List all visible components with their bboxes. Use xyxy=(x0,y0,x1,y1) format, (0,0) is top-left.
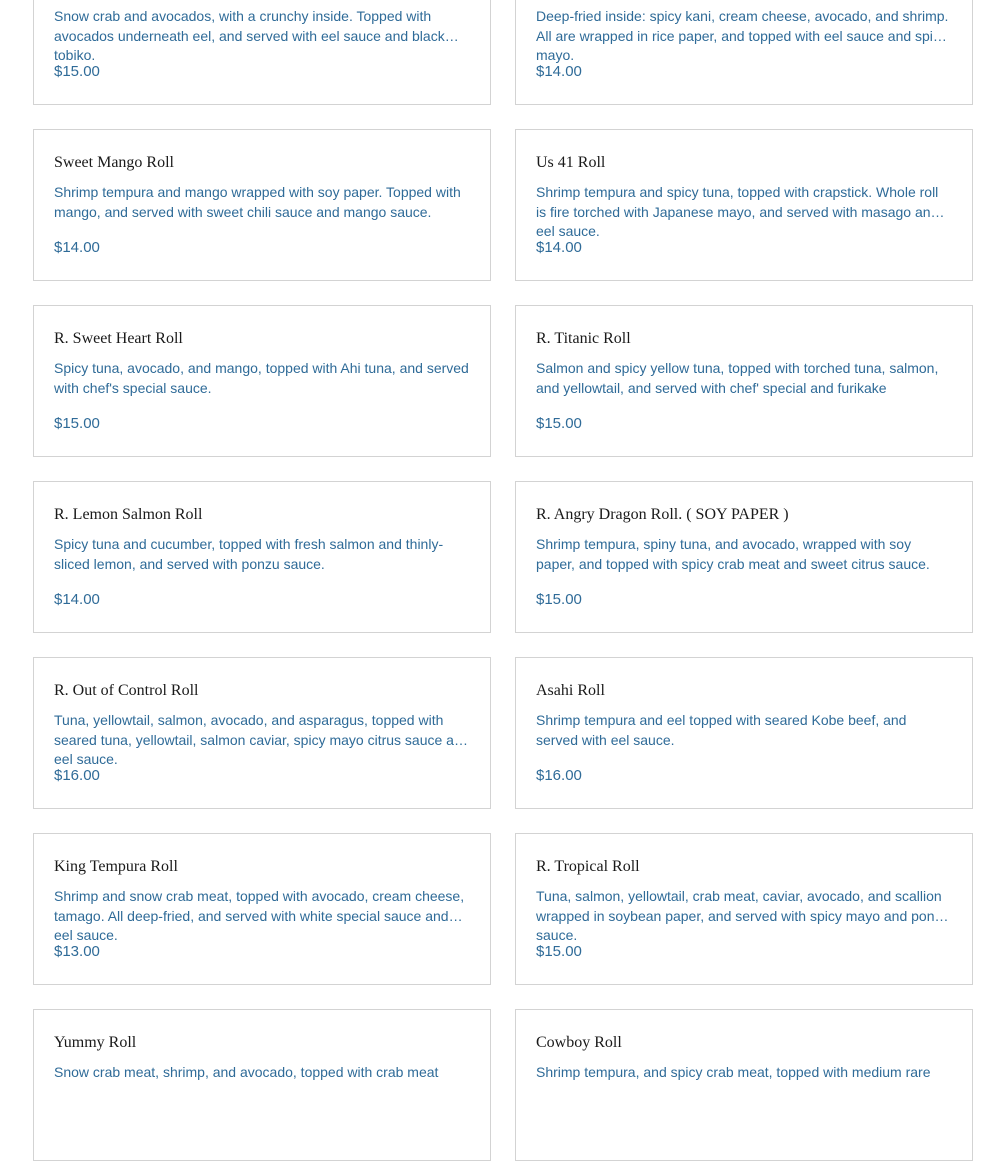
menu-item-price: $15.00 xyxy=(536,591,582,608)
menu-item-description: Spicy tuna and cucumber, topped with fresh salmon and thinly-sliced lemon, and served with ponzu sauce. xyxy=(54,536,444,572)
menu-item-card[interactable] xyxy=(515,0,973,105)
menu-item-price: $14.00 xyxy=(536,63,582,80)
menu-item-card[interactable] xyxy=(515,833,973,985)
menu-item-description: Snow crab and avocados, with a crunchy inside. Topped with avocados underneath eel, and served with eel sauce and black tobiko. xyxy=(54,8,445,63)
menu-item-name: Yummy Roll xyxy=(54,1034,137,1051)
menu-item-name: Asahi Roll xyxy=(536,682,605,699)
menu-item-description: Deep-fried inside: spicy kani, cream cheese, avocado, and shrimp. All are wrapped in rice paper, and topped with eel sauce and spicy mayo. xyxy=(536,8,949,63)
menu-item-price: $16.00 xyxy=(54,767,100,784)
menu-item-description: Snow crab meat, shrimp, and avocado, topped with crab meat xyxy=(54,1064,439,1080)
menu-item-card[interactable] xyxy=(33,305,491,457)
menu-item-card[interactable] xyxy=(515,481,973,633)
menu-item-card[interactable] xyxy=(515,1009,973,1161)
menu-item-card[interactable] xyxy=(515,129,973,281)
menu-item-description: Shrimp tempura, and spicy crab meat, topped with medium rare xyxy=(536,1064,931,1080)
menu-item-card[interactable] xyxy=(33,1009,491,1161)
menu-item-name: Us 41 Roll xyxy=(536,154,606,171)
menu-item-description: Shrimp tempura and eel topped with seared Kobe beef, and served with eel sauce. xyxy=(536,712,907,748)
menu-item-price: $15.00 xyxy=(54,63,100,80)
menu-item-description: Shrimp and snow crab meat, topped with avocado, cream cheese, tamago. All deep-fried, and served with white special sauce and eel sauce. xyxy=(54,888,465,943)
menu-item-description: Shrimp tempura and spicy tuna, topped with crapstick. Whole roll is fire torched with Japanese mayo, and served with masago and eel sauce. xyxy=(536,184,939,239)
menu-item-card[interactable] xyxy=(33,833,491,985)
menu-item-price: $16.00 xyxy=(536,767,582,784)
menu-item-price: $15.00 xyxy=(536,943,582,960)
menu-item-name: Cowboy Roll xyxy=(536,1034,622,1051)
menu-item-card[interactable] xyxy=(33,657,491,809)
menu-item-price: $15.00 xyxy=(536,415,582,432)
menu-item-price: $13.00 xyxy=(54,943,100,960)
menu-item-name: King Tempura Roll xyxy=(54,858,178,875)
menu-item-card[interactable] xyxy=(33,481,491,633)
menu-item-price: $14.00 xyxy=(54,591,100,608)
menu-item-grid xyxy=(33,0,973,1161)
menu-item-description: Tuna, yellowtail, salmon, avocado, and asparagus, topped with seared tuna, yellowtail, salmon caviar, spicy mayo citrus sauce and eel sauce. xyxy=(54,712,470,767)
menu-item-description: Shrimp tempura and mango wrapped with soy paper. Topped with mango, and served with sweet chili sauce and mango sauce. xyxy=(54,184,461,220)
menu-item-name: Sweet Mango Roll xyxy=(54,154,174,171)
menu-item-description: Shrimp tempura, spiny tuna, and avocado, wrapped with soy paper, and topped with spicy crab meat and sweet citrus sauce. xyxy=(536,536,930,572)
menu-item-card[interactable] xyxy=(33,129,491,281)
menu-item-description: Tuna, salmon, yellowtail, crab meat, caviar, avocado, and scallion wrapped in soybean paper, and served with spicy mayo and ponzu sauce. xyxy=(536,888,950,943)
menu-item-price: $14.00 xyxy=(54,239,100,256)
menu-item-price: $15.00 xyxy=(54,415,100,432)
menu-item-name: R. Lemon Salmon Roll xyxy=(54,506,203,523)
menu-item-description: Salmon and spicy yellow tuna, topped with torched tuna, salmon, and yellowtail, and served with chef' special and furikake xyxy=(536,360,939,396)
menu-item-name: R. Angry Dragon Roll. ( SOY PAPER ) xyxy=(536,506,789,523)
menu-item-card[interactable] xyxy=(515,657,973,809)
menu-item-price: $14.00 xyxy=(536,239,582,256)
menu-item-card[interactable] xyxy=(33,0,491,105)
menu-item-name: R. Sweet Heart Roll xyxy=(54,330,183,347)
menu-item-name: R. Tropical Roll xyxy=(536,858,640,875)
menu-item-name: R. Titanic Roll xyxy=(536,330,631,347)
menu-item-description: Spicy tuna, avocado, and mango, topped with Ahi tuna, and served with chef's special sauce. xyxy=(54,360,469,396)
menu-item-name: R. Out of Control Roll xyxy=(54,682,199,699)
menu-item-card[interactable] xyxy=(515,305,973,457)
